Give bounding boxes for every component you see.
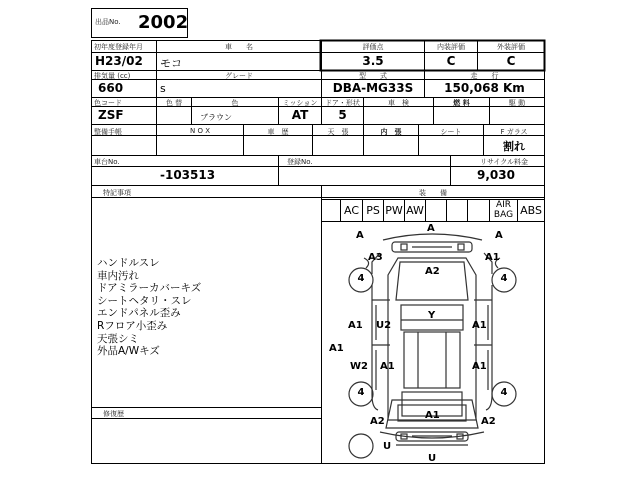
equipment-abs: ABS (520, 204, 542, 217)
inspection-label: 車 検 (388, 99, 409, 107)
front-glass-label: F ガラス (500, 128, 528, 136)
displacement-value: 660 (98, 81, 124, 95)
mark-roof: Y (428, 310, 436, 321)
mark-front-right-fender: A1 (485, 252, 500, 263)
mileage-value: 150,068 Km (444, 81, 525, 95)
mark-rear-gate: A1 (425, 410, 440, 421)
mark-left-rear-door: W2 (350, 361, 368, 372)
tire-rear-right: 4 (500, 387, 508, 398)
color-code-value: ZSF (98, 108, 124, 122)
doors-value: 5 (338, 108, 347, 122)
note-line: シートヘタリ・スレ (97, 294, 192, 307)
mark-hood: A2 (425, 266, 440, 277)
note-line: エンドパネル歪み (97, 307, 181, 320)
mark-left-rear-quarter: A1 (380, 361, 395, 372)
registration-number-label: 登録No. (287, 158, 313, 166)
mark-left-front-door: A1 (348, 320, 363, 331)
transmission-value: AT (291, 108, 309, 122)
nox-label: N O X (190, 127, 210, 135)
note-line: 外品A/Wキズ (97, 345, 160, 358)
first-registration-value: H23/02 (95, 54, 143, 68)
displacement-label: 排気量 (cc) (94, 72, 131, 80)
car-name-value: モコ (160, 57, 182, 70)
tire-rear-left: 4 (357, 387, 365, 398)
lot-label: 出品No. (95, 18, 121, 26)
interior-grade-value: C (446, 54, 456, 68)
maintenance-record-label: 整備手帳 (94, 128, 122, 136)
chassis-number-value: -103513 (160, 168, 216, 182)
seat-label: シート (440, 128, 462, 136)
repair-history-label: 修復歴 (103, 410, 124, 418)
first-registration-label: 初年度登録年月 (94, 43, 143, 51)
mark-front-bumper: A (427, 223, 435, 234)
color-code-label: 色コード (94, 99, 122, 107)
equipment-ps: PS (366, 204, 380, 217)
mark-front-right-corner: A (495, 230, 503, 241)
recycle-fee-label: リサイクル料金 (480, 158, 529, 166)
tire-front-left: 4 (357, 273, 365, 284)
equipment-airbag: AIR BAG (493, 200, 514, 220)
note-line: ドアミラーカバーキズ (97, 282, 202, 295)
color-value: ブラウン (200, 113, 232, 122)
note-line: 車内汚れ (97, 269, 139, 282)
color-change-label: 色 替 (165, 99, 183, 107)
exterior-grade-label: 外装評価 (497, 43, 525, 51)
mark-rear-left: U (383, 441, 392, 452)
mark-rear-bumper: U (428, 453, 437, 464)
recycle-fee-value: 9,030 (477, 168, 515, 182)
equipment-label: 装 備 (419, 189, 447, 197)
mark-right-rear-corner: A2 (481, 416, 496, 427)
mark-left-rear-corner: A2 (370, 416, 385, 427)
tire-front-right: 4 (500, 273, 508, 284)
mark-right-rear-quarter: A1 (472, 361, 487, 372)
model-code-value: DBA-MG33S (332, 81, 414, 95)
mark-front-left-corner: A (356, 230, 364, 241)
interior-grade-label: 内装評価 (437, 43, 465, 51)
mark-cabin-interior: U2 (376, 320, 392, 331)
chassis-number-label: 車台No. (94, 158, 120, 166)
fuel-label: 燃 料 (453, 99, 470, 107)
doors-label: ドア・形状 (325, 99, 360, 107)
note-line: ハンドルスレ (97, 257, 160, 269)
equipment-ac: AC (343, 204, 359, 217)
drive-label: 駆 動 (508, 99, 526, 107)
grade-value: s (160, 82, 166, 95)
front-glass-value: 割れ (503, 140, 525, 153)
headliner-label: 天 張 (327, 128, 349, 136)
note-line: Rフロア小歪み (97, 319, 168, 332)
equipment-aw: AW (406, 204, 424, 217)
color-label: 色 (231, 99, 239, 107)
lot-number: 2002 (138, 12, 189, 33)
grade-label: グレード (225, 72, 253, 80)
vehicle-history-label: 車 歴 (267, 128, 289, 136)
model-code-label: 型 式 (359, 72, 387, 80)
inner-trim-label: 内 張 (380, 128, 402, 136)
equipment-pw: PW (385, 204, 403, 217)
exterior-grade-value: C (506, 54, 516, 68)
score-label: 評価点 (362, 43, 384, 51)
special-notes-label: 特記事項 (103, 189, 131, 197)
mark-front-left-fender: A3 (368, 252, 383, 263)
car-name-label: 車 名 (225, 43, 253, 51)
mileage-label: 走 行 (470, 72, 499, 80)
transmission-label: ミッション (282, 99, 318, 107)
note-line: 天張シミ (97, 332, 139, 345)
mark-left-rocker: A1 (329, 343, 344, 354)
mark-right-front-door: A1 (472, 320, 487, 331)
score-value: 3.5 (362, 54, 384, 68)
special-notes-list (97, 257, 201, 358)
